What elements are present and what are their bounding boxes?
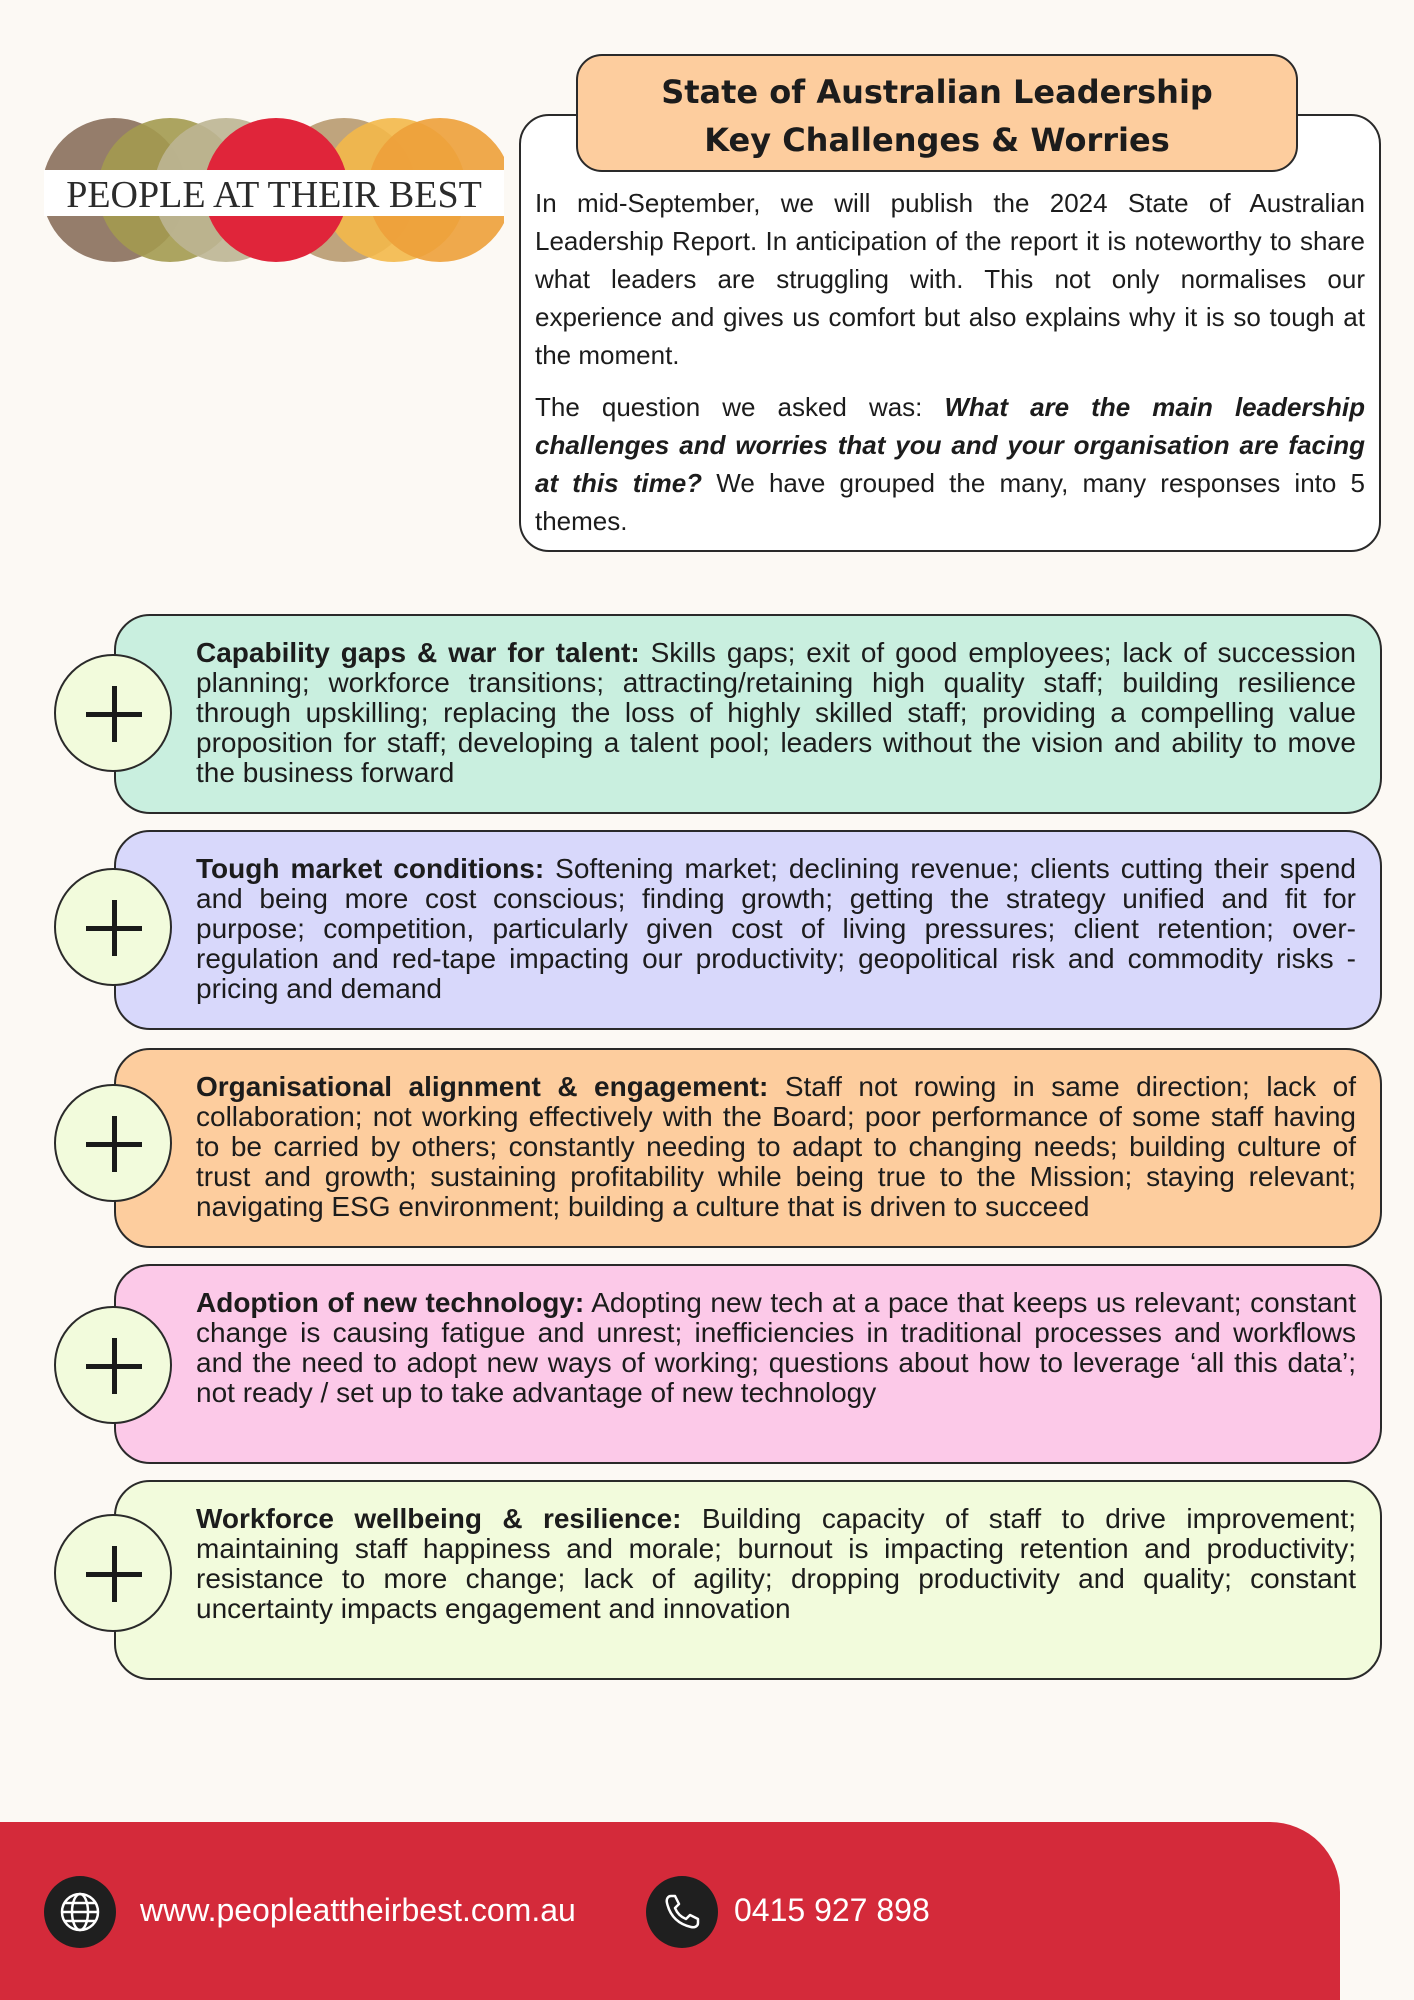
theme-body: Staff not rowing in same direction; lack of collaboration; not working effectively with the Board; poor performance of some staff having to be carried by others; constantly needing to adapt to changing needs; building culture of trust and growth; sustaining profitability while being true to the Mission; staying relevant; navigating ESG environment; building a culture that is driven to succeed bbox=[196, 1071, 1356, 1222]
footer bbox=[0, 1822, 1340, 2000]
theme-card-wellbeing bbox=[114, 1480, 1382, 1680]
page-title bbox=[576, 54, 1298, 172]
question-suffix: We have grouped the many, many responses into 5 themes. bbox=[535, 468, 1365, 536]
plus-icon[interactable] bbox=[54, 1306, 172, 1424]
theme-title: Tough market conditions: bbox=[196, 853, 545, 884]
theme-body: Skills gaps; exit of good employees; lack of succession planning; workforce transitions; attracting/retaining high quality staff; building resilience through upskilling; replacing the loss of highly skilled staff; providing a compelling value proposition for staff; developing a talent pool; leaders without the vision and ability to move the business forward bbox=[196, 637, 1356, 788]
intro-paragraph: In mid-September, we will publish the 2024 State of Australian Leadership Report. In anticipation of the report it is noteworthy to share what leaders are struggling with. This not only normalises our experience and gives us comfort but also explains why it is so tough at the moment. bbox=[535, 188, 1365, 370]
website-link[interactable]: www.peopleattheirbest.com.au bbox=[140, 1892, 576, 1928]
theme-title: Organisational alignment & engagement: bbox=[196, 1071, 769, 1102]
theme-body: Softening market; declining revenue; clients cutting their spend and being more cost conscious; finding growth; getting the strategy unified and fit for purpose; competition, particularly given cost of living pressures; client retention; over-regulation and red-tape impacting our productivity; geopolitical risk and commodity risks - pricing and demand bbox=[196, 853, 1357, 1004]
theme-title: Adoption of new technology: bbox=[196, 1287, 585, 1318]
title-line-1: State of Australian Leadership bbox=[661, 73, 1213, 111]
question-paragraph bbox=[535, 388, 1365, 540]
plus-icon[interactable] bbox=[54, 1514, 172, 1632]
theme-card-technology bbox=[114, 1264, 1382, 1464]
theme-text bbox=[196, 1504, 1356, 1624]
theme-body: Building capacity of staff to drive improvement; maintaining staff happiness and morale; burnout is impacting retention and productivity; resistance to more change; lack of agility; dropping productivity and quality; constant uncertainty impacts engagement and innovation bbox=[196, 1503, 1356, 1624]
phone-number[interactable]: 0415 927 898 bbox=[734, 1892, 930, 1928]
question-text: What are the main leadership challenges and worries that you and your organisation are facing at this time? bbox=[535, 392, 1366, 498]
theme-body: Adopting new tech at a pace that keeps us relevant; constant change is causing fatigue and unrest; inefficiencies in traditional processes and workflows and the need to adopt new ways of working; questions about how to leverage ‘all this data’; not ready / set up to take advantage of new technology bbox=[196, 1287, 1356, 1408]
theme-title: Workforce wellbeing & resilience: bbox=[196, 1503, 682, 1534]
theme-text bbox=[196, 1072, 1356, 1222]
theme-card-alignment bbox=[114, 1048, 1382, 1248]
theme-text bbox=[196, 638, 1356, 788]
globe-icon bbox=[44, 1876, 116, 1948]
company-logo bbox=[44, 115, 504, 265]
theme-text bbox=[196, 1288, 1356, 1408]
plus-icon[interactable] bbox=[54, 868, 172, 986]
logo-text: PEOPLE AT THEIR BEST bbox=[66, 174, 482, 216]
theme-title: Capability gaps & war for talent: bbox=[196, 637, 640, 668]
phone-icon bbox=[646, 1876, 718, 1948]
intro-card bbox=[519, 114, 1381, 552]
theme-card-capability bbox=[114, 614, 1382, 814]
question-prefix: The question we asked was: bbox=[535, 392, 945, 422]
logo-circles bbox=[44, 115, 504, 265]
theme-text bbox=[196, 854, 1356, 1004]
plus-icon[interactable] bbox=[54, 1084, 172, 1202]
title-line-2: Key Challenges & Worries bbox=[704, 121, 1170, 159]
plus-icon[interactable] bbox=[54, 654, 172, 772]
theme-card-market bbox=[114, 830, 1382, 1030]
